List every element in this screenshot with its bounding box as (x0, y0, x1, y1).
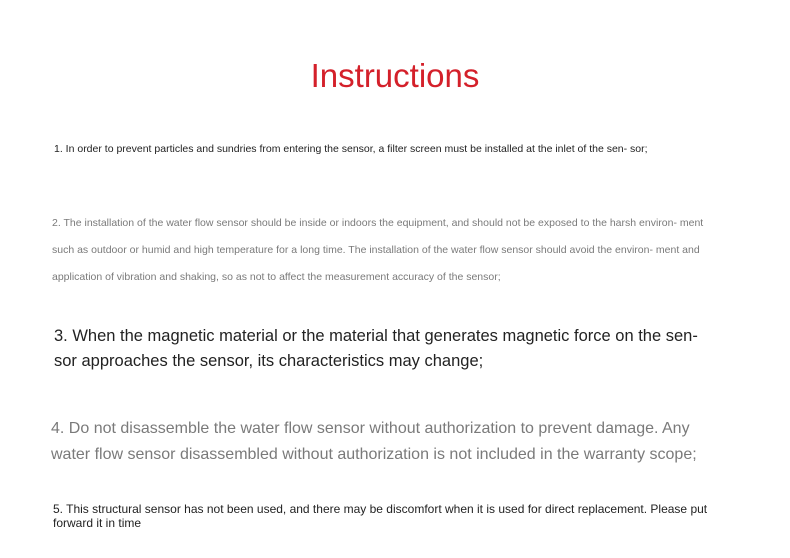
instruction-item-4: 4. Do not disassemble the water flow sensor without authorization to prevent damage. Any water flow sensor disassembled without authorization is not included in the warranty scope; (51, 420, 697, 463)
page-title: Instructions (310, 57, 480, 94)
instruction-item-3: 3. When the magnetic material or the material that generates magnetic force on the sen- sor approaches the sensor, its characteristics may change; (54, 327, 698, 370)
instruction-item-1: 1. In order to prevent particles and sundries from entering the sensor, a filter screen must be installed at the inlet of the sen- sor; (54, 143, 648, 155)
instruction-item-5: 5. This structural sensor has not been used, and there may be discomfort when it is used for direct replacement. Please put forward it in time (53, 502, 708, 530)
instruction-item-2: 2. The installation of the water flow sensor should be inside or indoors the equipment, and should not be exposed to the harsh environ- ment such as outdoor or humid and high temperature for a long time. The installation of the water flow sensor should avoid the environ- ment and application of vibration and shaking, so as not to affect the measurement accuracy of the sensor; (52, 217, 704, 283)
